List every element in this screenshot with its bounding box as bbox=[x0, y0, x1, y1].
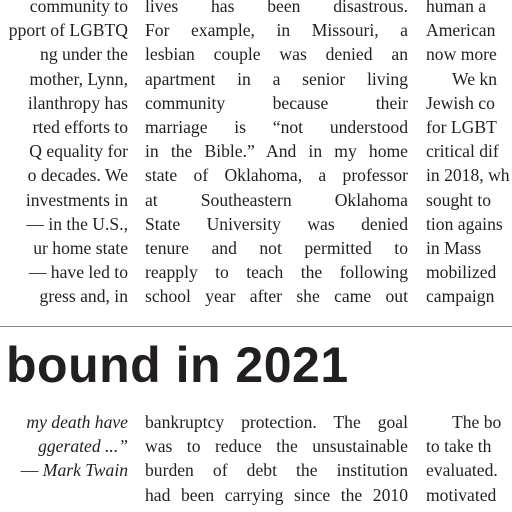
text-line: marriage is “not understood bbox=[145, 116, 408, 137]
text-line: — have led to bbox=[28, 262, 128, 283]
article-headline: bound in 2021 bbox=[6, 337, 349, 393]
text-line: community because their bbox=[145, 92, 408, 113]
text-line: in Mass bbox=[426, 237, 482, 258]
epigraph-quote bbox=[0, 410, 128, 483]
text-line: investments in bbox=[25, 189, 128, 210]
text-line: tion agains bbox=[426, 213, 503, 234]
text-line: ng under the bbox=[40, 44, 128, 65]
text-line: state of Oklahoma, a professor bbox=[145, 165, 408, 186]
article-column-right-lower bbox=[426, 410, 512, 507]
text-line: ur home state bbox=[33, 237, 128, 258]
quote-line: ggerated ...” bbox=[38, 436, 128, 457]
article-column-left bbox=[3, 0, 128, 308]
text-line: in the Bible.” And in my home bbox=[145, 141, 408, 162]
quote-line: my death have bbox=[26, 412, 128, 432]
text-line: pport of LGBTQ bbox=[8, 20, 128, 41]
text-line: lives has been disastrous. bbox=[145, 0, 408, 16]
text-line: now more bbox=[426, 44, 497, 65]
text-line: mother, Lynn, bbox=[29, 68, 128, 89]
text-line: For example, in Missouri, a bbox=[145, 20, 408, 41]
text-line: evaluated. bbox=[426, 460, 498, 481]
text-line: reapply to teach the following bbox=[145, 262, 408, 283]
text-line: at Southeastern Oklahoma bbox=[145, 189, 408, 210]
text-line: lesbian couple was denied an bbox=[145, 44, 408, 65]
attribution-name: Mark Twain bbox=[42, 460, 128, 481]
text-line: mobilized bbox=[426, 262, 497, 283]
section-divider bbox=[0, 326, 512, 327]
text-line: o decades. We bbox=[27, 165, 128, 186]
text-line: ilanthropy has bbox=[27, 92, 128, 113]
text-line: school year after she came out bbox=[145, 286, 408, 307]
text-line: critical dif bbox=[426, 141, 499, 162]
article-column-middle bbox=[145, 0, 408, 308]
text-line: American bbox=[426, 20, 496, 41]
text-line: rted efforts to bbox=[32, 116, 128, 137]
text-line: to take th bbox=[426, 436, 492, 457]
text-line: apartment in a senior living bbox=[145, 68, 408, 89]
text-line: State University was denied bbox=[145, 213, 408, 234]
text-line: for LGBT bbox=[426, 116, 497, 137]
article-column-middle-lower bbox=[145, 410, 408, 507]
text-line: — in the U.S., bbox=[26, 213, 128, 234]
text-line: motivated bbox=[426, 484, 497, 505]
text-line: tenure and not permitted to bbox=[145, 237, 408, 258]
text-line: had been carrying since the 2010 bbox=[145, 484, 408, 505]
text-line: bankruptcy protection. The goal bbox=[145, 412, 408, 432]
text-line: We kn bbox=[452, 68, 497, 89]
text-line: human a bbox=[426, 0, 487, 16]
attribution-dash: — bbox=[20, 460, 43, 481]
text-line: The bo bbox=[452, 412, 502, 432]
text-line: Q equality for bbox=[29, 141, 128, 162]
text-line: in 2018, wh bbox=[426, 165, 510, 186]
text-line: community to bbox=[29, 0, 128, 16]
text-line: sought to bbox=[426, 189, 492, 210]
quote-attribution bbox=[0, 458, 128, 482]
text-line: was to reduce the unsustainable bbox=[145, 436, 408, 457]
text-line: Jewish co bbox=[426, 92, 495, 113]
text-line: gress and, in bbox=[39, 286, 128, 307]
text-line: campaign bbox=[426, 286, 495, 307]
article-column-right bbox=[426, 0, 512, 308]
text-line: burden of debt the institution bbox=[145, 460, 408, 481]
